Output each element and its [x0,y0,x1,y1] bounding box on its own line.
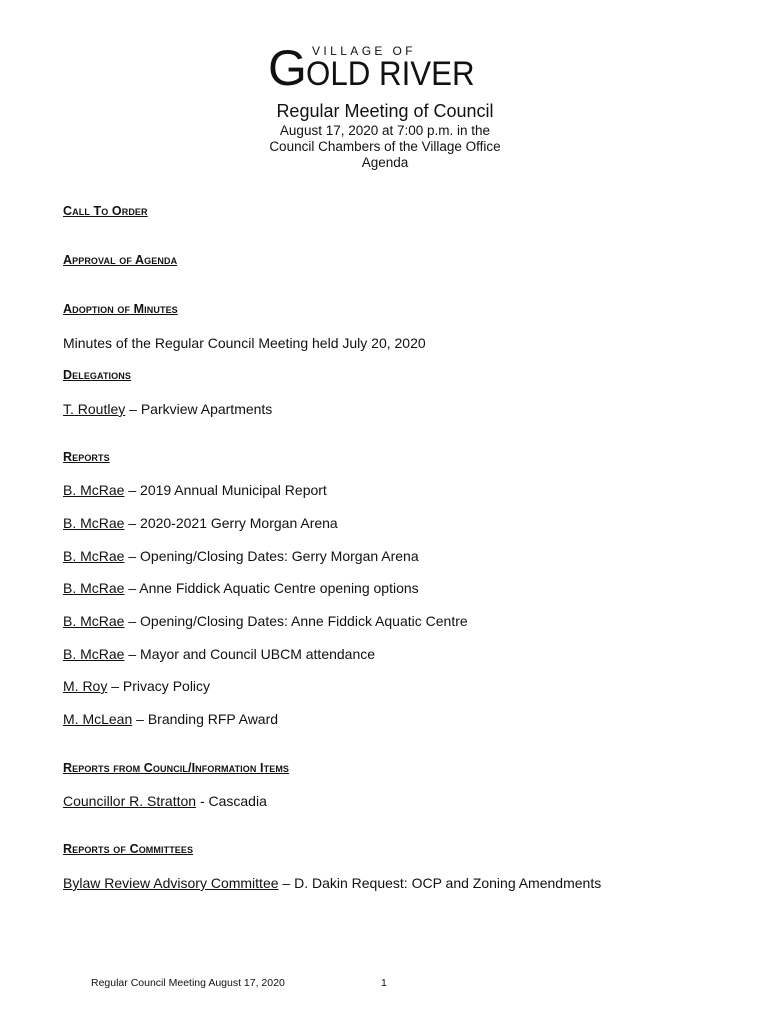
delegation-name: T. Routley [63,401,126,417]
report-text: – Anne Fiddick Aquatic Centre opening options [124,580,419,596]
report-text: – Mayor and Council UBCM attendance [124,646,376,662]
section-adoption-of-minutes: Adoption of Minutes [63,302,178,316]
section-reports-of-committees: Reports of Committees [63,842,194,856]
report-text: – 2020-2021 Gerry Morgan Arena [124,515,338,531]
delegation-text: – Parkview Apartments [125,401,273,417]
committee-item [63,875,601,891]
report-text: – Opening/Closing Dates: Anne Fiddick Aquatic Centre [124,613,468,629]
report-author: B. McRae [63,580,125,596]
report-item [63,548,419,564]
logo-letter: G [268,40,307,96]
village-logo [268,42,498,94]
delegation-item [63,401,272,417]
footer-title: Regular Council Meeting August 17, 2020 [91,977,285,989]
report-author: B. McRae [63,548,125,564]
meeting-location: Council Chambers of the Village Office [269,139,501,154]
report-item [63,678,210,694]
council-item [63,793,267,809]
section-reports-from-council: Reports from Council/Information Items [63,761,290,775]
logo-village-text: VILLAGE OF [312,44,417,58]
report-item [63,646,375,662]
section-approval-of-agenda: Approval of Agenda [63,253,178,267]
report-item [63,482,327,498]
report-item [63,515,338,531]
page-number: 1 [381,977,387,989]
section-delegations: Delegations [63,368,131,382]
report-item [63,711,278,727]
council-item-text: - Cascadia [196,793,267,809]
report-text: – 2019 Annual Municipal Report [124,482,327,498]
report-author: B. McRae [63,646,125,662]
meeting-title: Regular Meeting of Council [276,101,494,121]
report-text: – Branding RFP Award [132,711,279,727]
council-member: Councillor R. Stratton [63,793,197,809]
report-author: M. Roy [63,678,108,694]
committee-item-text: – D. Dakin Request: OCP and Zoning Amendments [278,875,602,891]
committee-name: Bylaw Review Advisory Committee [63,875,279,891]
meeting-date: August 17, 2020 at 7:00 p.m. in the [279,123,491,138]
report-item [63,580,419,596]
report-author: M. McLean [63,711,133,727]
agenda-label: Agenda [361,155,409,170]
report-text: – Privacy Policy [107,678,211,694]
report-author: B. McRae [63,482,125,498]
report-item [63,613,468,629]
section-call-to-order: Call To Order [63,204,148,218]
report-author: B. McRae [63,515,125,531]
minutes-item: Minutes of the Regular Council Meeting held July 20, 2020 [63,335,426,351]
section-reports: Reports [63,450,110,464]
report-author: B. McRae [63,613,125,629]
report-text: – Opening/Closing Dates: Gerry Morgan Arena [124,548,419,564]
logo-name-text: OLD RIVER [306,55,475,93]
